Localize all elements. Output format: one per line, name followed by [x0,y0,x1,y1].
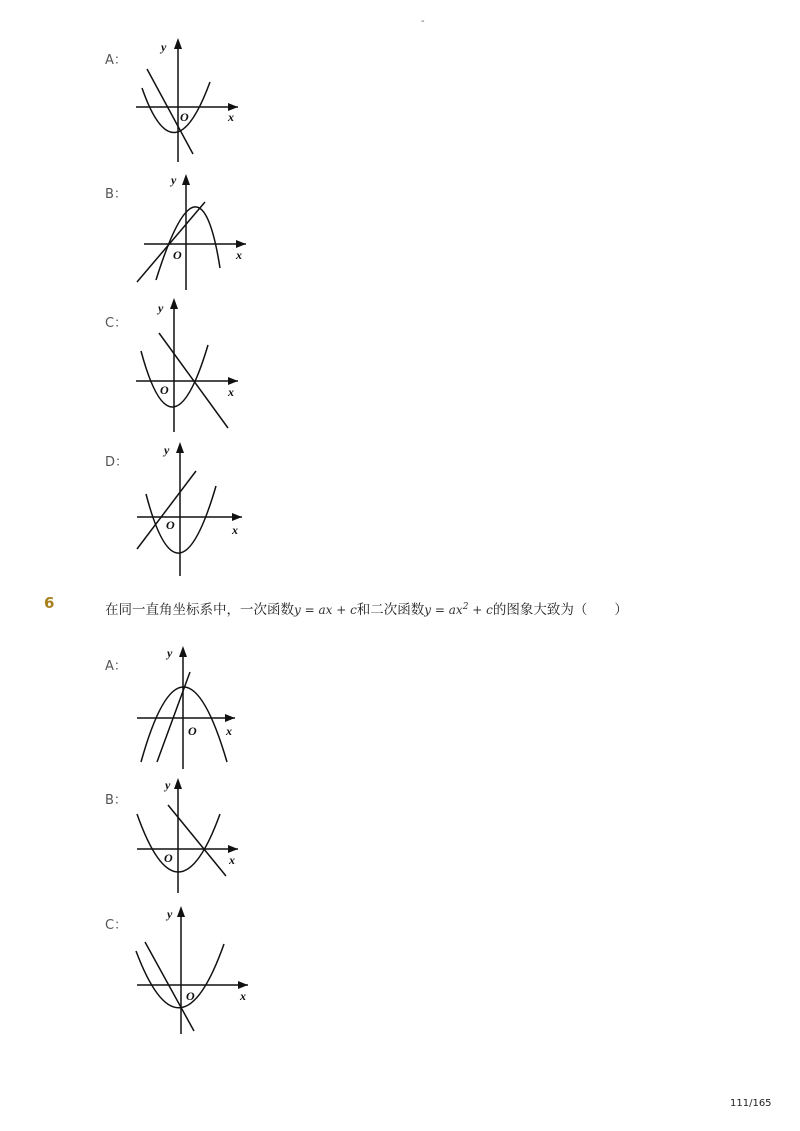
arrow-head-icon [238,981,248,989]
x-label: x [229,853,235,867]
quadratic-tail: + c [468,603,493,617]
y-label: y [164,443,170,457]
quadratic-base: y = ax [424,603,463,617]
option-a-label[interactable]: A： [105,53,127,68]
y-label: y [167,907,173,921]
y-label: y [161,40,167,54]
x-label: x [232,523,238,537]
x-label: x [228,110,234,124]
top-mark: - [421,16,425,27]
origin-label: O [166,518,175,532]
q6-option-a-label[interactable]: A： [105,659,127,674]
page-number: 111/165 [730,1098,772,1109]
origin-label: O [164,851,173,865]
question-text-before: 在同一直角坐标系中，一次函数 [105,602,294,618]
x-label: x [228,385,234,399]
y-label: y [158,301,164,315]
x-label: x [226,724,232,738]
arrow-head-icon [177,906,185,917]
origin-label: O [186,989,195,1003]
quadratic-exponent: 2 [462,602,469,612]
origin-label: O [173,248,182,262]
option-b-label[interactable]: B： [105,187,127,202]
option-c-label[interactable]: C： [105,316,128,331]
x-label: x [240,989,246,1003]
y-label: y [165,778,171,792]
q6-option-c-label[interactable]: C： [105,918,128,933]
linear-function: y = ax + c [294,603,357,617]
origin-label: O [188,724,197,738]
origin-label: O [160,383,169,397]
origin-label: O [180,110,189,124]
x-label: x [236,248,242,262]
question-text-middle: 和二次函数 [356,602,425,618]
y-label: y [171,173,177,187]
parabola [136,944,224,1008]
question-number: 6 [44,594,55,612]
y-label: y [167,646,173,660]
q6-option-b-label[interactable]: B： [105,793,127,808]
option-d-label[interactable]: D： [105,455,129,470]
question-text-after: 的图象大致为（ ） [492,602,628,618]
